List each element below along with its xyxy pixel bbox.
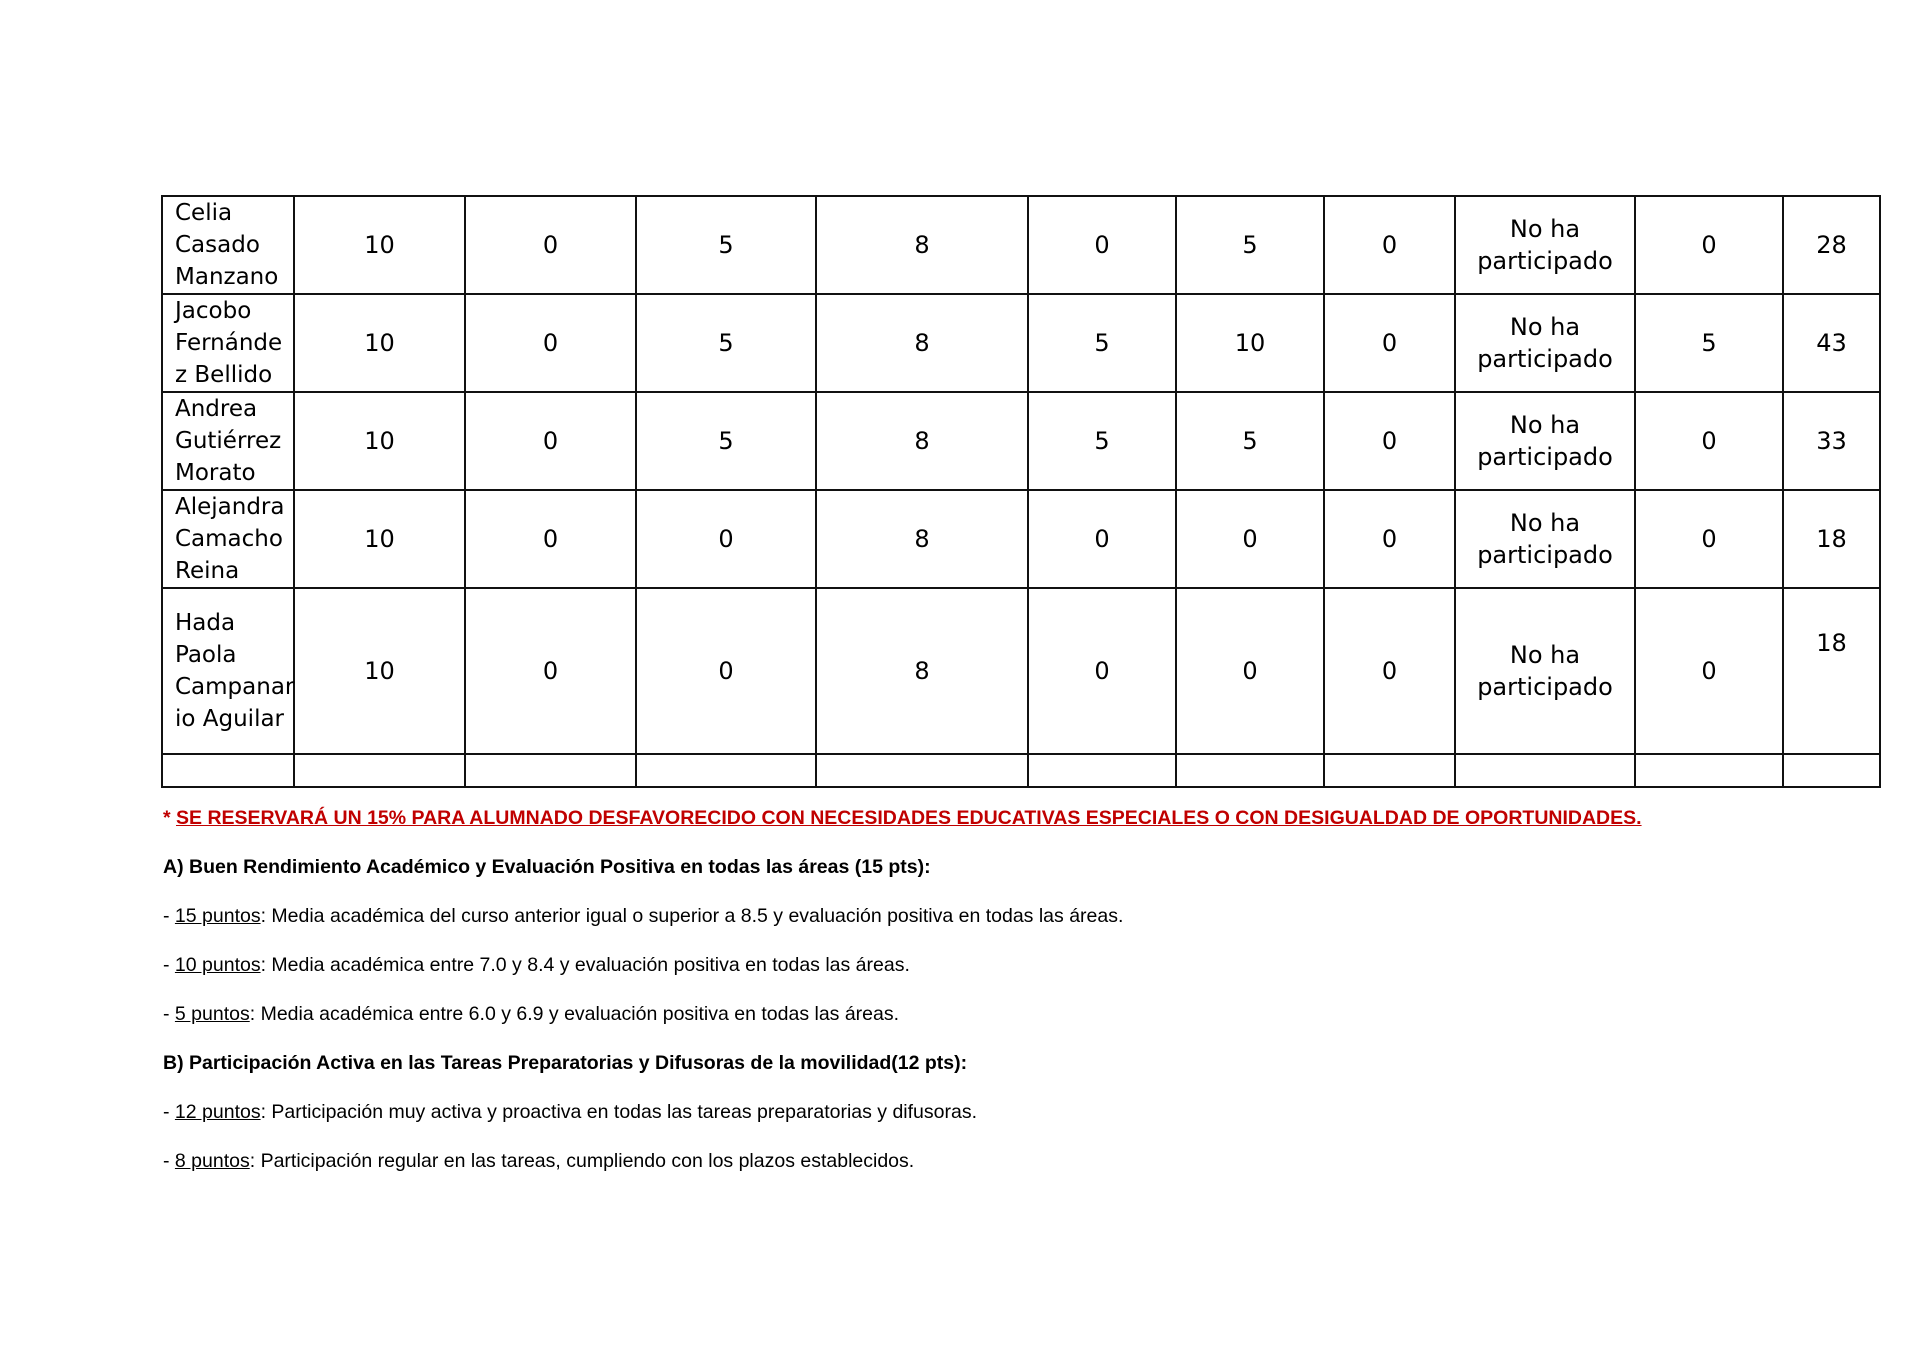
score-cell: 0: [465, 196, 636, 294]
score-cell: 8: [816, 294, 1028, 392]
score-cell: 5: [1635, 294, 1783, 392]
table-row: [162, 490, 1880, 588]
criteria-item: - 12 puntos: Participación muy activa y proactiva en todas las tareas preparatorias y difusoras.: [163, 1101, 978, 1123]
score-cell: 0: [1028, 196, 1176, 294]
student-name: Jacobo Fernánde z Bellido: [162, 294, 294, 392]
table-row: [162, 392, 1880, 490]
score-cell: 0: [1028, 490, 1176, 588]
empty-cell: [1455, 754, 1635, 787]
score-cell: 5: [1176, 196, 1324, 294]
score-cell: 0: [1324, 196, 1455, 294]
empty-cell: [1635, 754, 1783, 787]
empty-row: [162, 754, 1880, 787]
score-cell: 8: [816, 490, 1028, 588]
status-cell: No ha participado: [1455, 196, 1635, 294]
empty-cell: [1176, 754, 1324, 787]
score-cell: 10: [294, 294, 465, 392]
criteria-notes: [163, 800, 1863, 1192]
status-cell: No ha participado: [1455, 392, 1635, 490]
criteria-item: - 10 puntos: Media académica entre 7.0 y 8.4 y evaluación positiva en todas las áreas.: [163, 954, 910, 976]
table-row: [162, 294, 1880, 392]
empty-cell: [294, 754, 465, 787]
score-cell: 10: [1176, 294, 1324, 392]
empty-cell: [162, 754, 294, 787]
student-name: Andrea Gutiérrez Morato: [162, 392, 294, 490]
table-row: [162, 196, 1880, 294]
status-cell: No ha participado: [1455, 490, 1635, 588]
total-cell: 18: [1783, 490, 1880, 588]
empty-cell: [636, 754, 816, 787]
score-cell: 5: [1176, 392, 1324, 490]
table-row: [162, 588, 1880, 754]
score-cell: 0: [465, 392, 636, 490]
score-cell: 0: [1635, 196, 1783, 294]
score-cell: 8: [816, 392, 1028, 490]
score-cell: 5: [1028, 392, 1176, 490]
student-name: Celia Casado Manzano: [162, 196, 294, 294]
score-cell: 10: [294, 196, 465, 294]
score-cell: 10: [294, 588, 465, 754]
empty-cell: [1028, 754, 1176, 787]
section-b-heading: B) Participación Activa en las Tareas Preparatorias y Difusoras de la movilidad(12 pts):: [163, 1052, 968, 1074]
score-cell: 8: [816, 588, 1028, 754]
empty-cell: [1783, 754, 1880, 787]
score-cell: 0: [1635, 588, 1783, 754]
criteria-item: - 5 puntos: Media académica entre 6.0 y 6.9 y evaluación positiva en todas las áreas.: [163, 1003, 900, 1025]
total-cell: 18: [1783, 588, 1880, 754]
score-cell: 10: [294, 392, 465, 490]
score-cell: 0: [465, 294, 636, 392]
score-cell: 0: [1324, 294, 1455, 392]
score-cell: 5: [636, 392, 816, 490]
status-cell: No ha participado: [1455, 294, 1635, 392]
score-cell: 0: [1324, 392, 1455, 490]
score-cell: 0: [1028, 588, 1176, 754]
score-cell: 8: [816, 196, 1028, 294]
score-cell: 0: [1635, 392, 1783, 490]
status-cell: No ha participado: [1455, 588, 1635, 754]
criteria-item: - 8 puntos: Participación regular en las tareas, cumpliendo con los plazos establecidos.: [163, 1150, 915, 1172]
criteria-item: - 15 puntos: Media académica del curso anterior igual o superior a 8.5 y evaluación positiva en todas las áreas.: [163, 905, 1124, 927]
total-cell: 33: [1783, 392, 1880, 490]
total-cell: 43: [1783, 294, 1880, 392]
score-cell: 0: [1176, 490, 1324, 588]
reserve-note: * SE RESERVARÁ UN 15% PARA ALUMNADO DESFAVORECIDO CON NECESIDADES EDUCATIVAS ESPECIALES O CON DESIGUALDAD DE OPORTUNIDADES.: [163, 807, 1642, 829]
score-cell: 10: [294, 490, 465, 588]
score-cell: 0: [1324, 588, 1455, 754]
score-cell: 0: [1635, 490, 1783, 588]
empty-cell: [1324, 754, 1455, 787]
score-cell: 5: [636, 196, 816, 294]
empty-cell: [465, 754, 636, 787]
score-cell: 0: [1176, 588, 1324, 754]
score-table: [161, 195, 1881, 788]
score-cell: 5: [1028, 294, 1176, 392]
score-cell: 0: [1324, 490, 1455, 588]
student-name: Alejandra Camacho Reina: [162, 490, 294, 588]
score-cell: 0: [465, 490, 636, 588]
empty-cell: [816, 754, 1028, 787]
score-cell: 0: [636, 588, 816, 754]
score-cell: 0: [636, 490, 816, 588]
score-cell: 5: [636, 294, 816, 392]
score-cell: 0: [465, 588, 636, 754]
section-a-heading: A) Buen Rendimiento Académico y Evaluación Positiva en todas las áreas (15 pts):: [163, 856, 931, 878]
total-cell: 28: [1783, 196, 1880, 294]
student-name: Hada Paola Campanar io Aguilar: [162, 588, 294, 754]
